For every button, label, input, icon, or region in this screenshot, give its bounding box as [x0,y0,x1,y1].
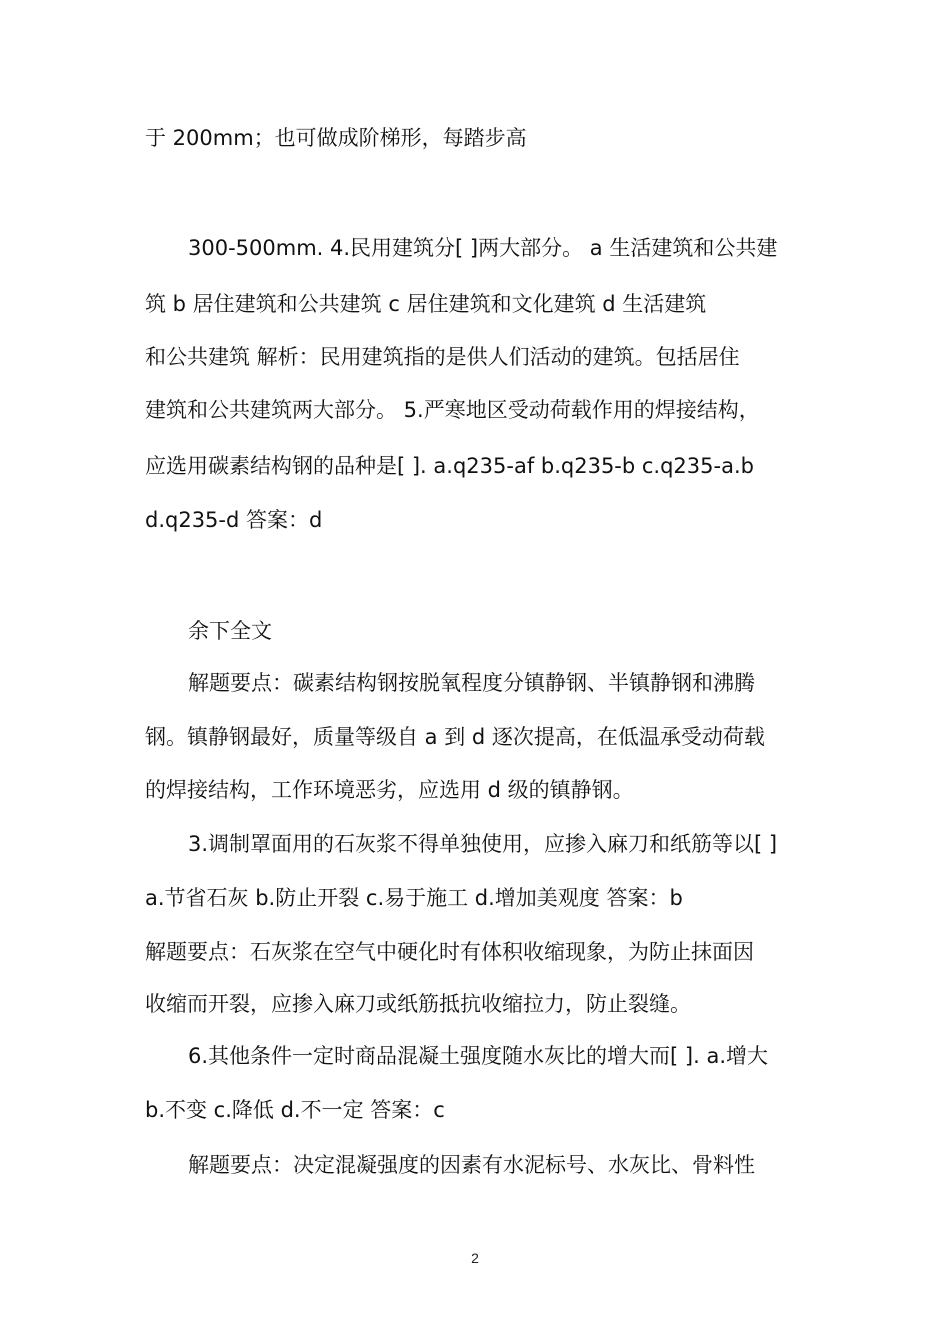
text-line-3: 筑 b 居住建筑和公共建筑 c 居住建筑和文化建筑 d 生活建筑 [145,292,707,316]
text-line-18: 解题要点：决定混凝强度的因素有水泥标号、水灰比、骨料性 [188,1153,755,1177]
text-line-12: 3.调制罩面用的石灰浆不得单独使用，应掺入麻刀和纸筋等以[ ] [188,832,778,856]
text-line-5: 建筑和公共建筑两大部分。 5.严寒地区受动荷载作用的焊接结构， [145,398,760,422]
text-line-4: 和公共建筑 解析：民用建筑指的是供人们活动的建筑。包括居住 [145,345,740,369]
text-line-2: 300-500mm. 4.民用建筑分[ ]两大部分。 a 生活建筑和公共建 [188,236,778,260]
text-line-8: 余下全文 [188,619,272,643]
text-line-7: d.q235-d 答案：d [145,508,323,532]
text-line-14: 解题要点：石灰浆在空气中硬化时有体积收缩现象，为防止抹面因 [145,940,754,964]
text-line-11: 的焊接结构，工作环境恶劣，应选用 d 级的镇静钢。 [145,778,634,802]
text-line-15: 收缩而开裂，应掺入麻刀或纸筋抵抗收缩拉力，防止裂缝。 [145,992,691,1016]
text-line-6: 应选用碳素结构钢的品种是[ ]. a.q235-af b.q235-b c.q235-a.b [145,454,754,478]
text-line-17: b.不变 c.降低 d.不一定 答案：c [145,1098,445,1122]
text-line-16: 6.其他条件一定时商品混凝土强度随水灰比的增大而[ ]. a.增大 [188,1044,768,1068]
text-line-13: a.节省石灰 b.防止开裂 c.易于施工 d.增加美观度 答案：b [145,886,683,910]
text-line-10: 钢。镇静钢最好，质量等级自 a 到 d 逐次提高，在低温承受动荷载 [145,725,765,749]
text-line-1: 于 200mm；也可做成阶梯形，每踏步高 [145,126,527,150]
page-number: 2 [471,1250,479,1266]
text-line-9: 解题要点：碳素结构钢按脱氧程度分镇静钢、半镇静钢和沸腾 [188,671,755,695]
